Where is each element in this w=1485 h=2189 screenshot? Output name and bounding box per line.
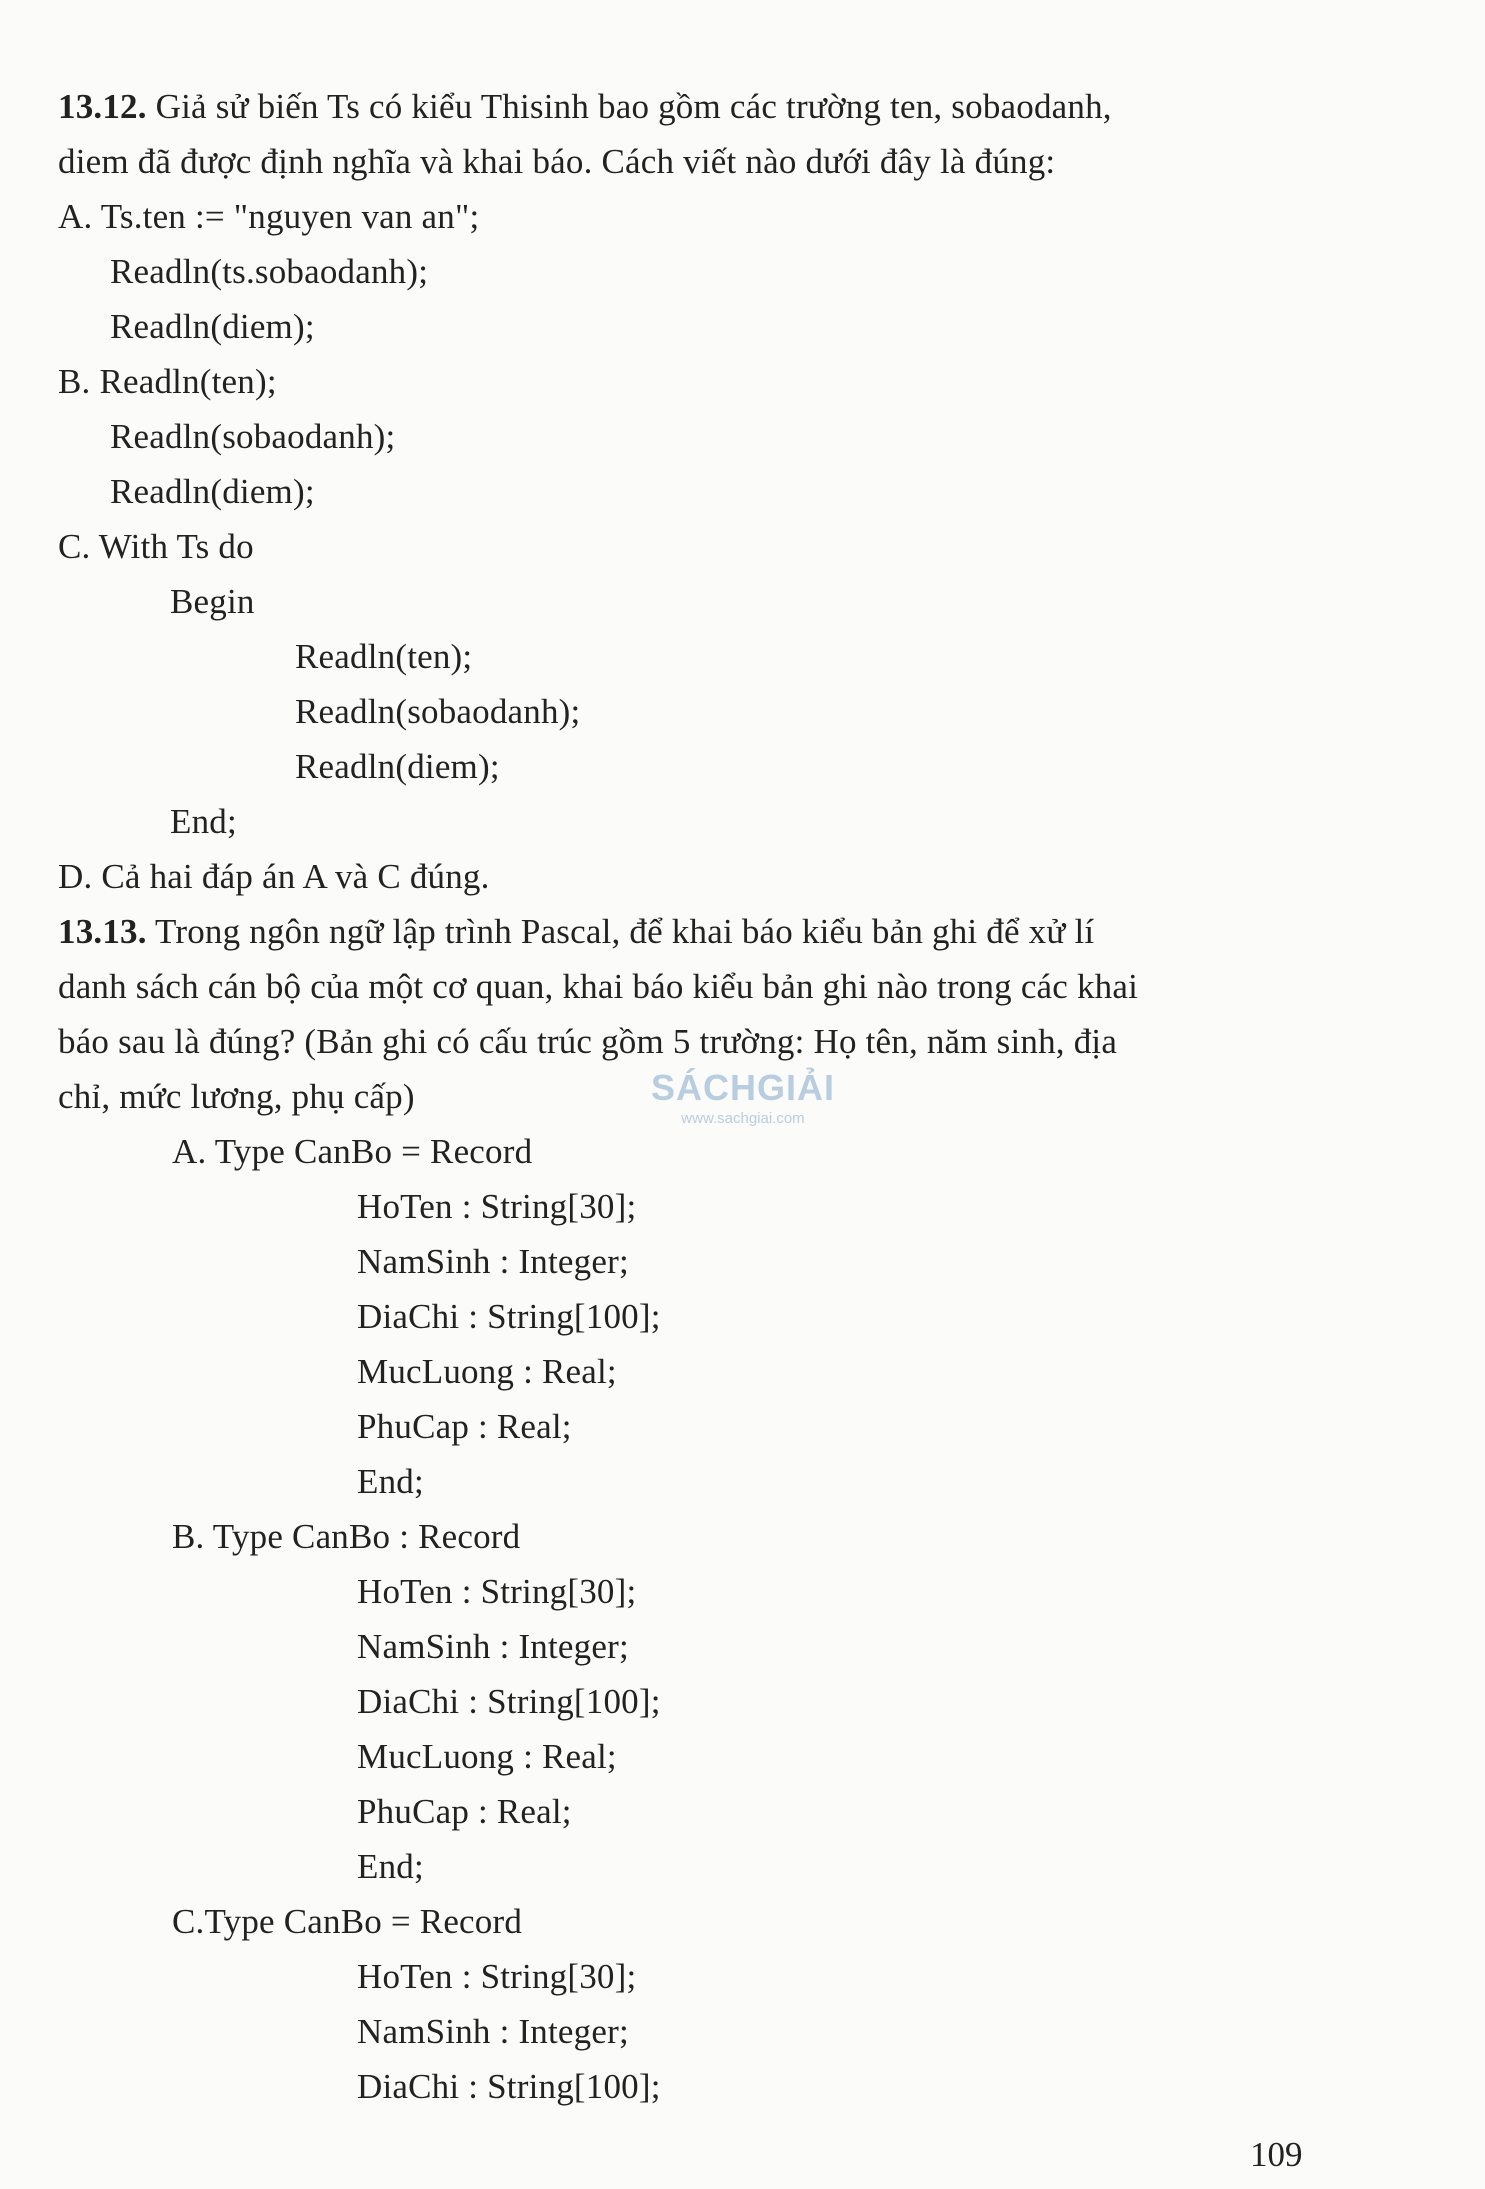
q1-option-c: C. With Ts do xyxy=(58,527,254,566)
q2-option-a-field: DiaChi : String[100]; xyxy=(357,1297,661,1336)
q2-option-a: A. Type CanBo = Record xyxy=(172,1132,533,1171)
question-13-13-line-4: chỉ, mức lương, phụ cấp) xyxy=(58,1077,415,1116)
q2-option-b-field: NamSinh : Integer; xyxy=(357,1627,629,1666)
question-13-13-line-2: danh sách cán bộ của một cơ quan, khai báo kiểu bản ghi nào trong các khai xyxy=(58,967,1139,1006)
watermark-url: www.sachgiai.com xyxy=(681,1110,805,1127)
question-number: 13.12. xyxy=(58,87,147,126)
q2-option-b-field: End; xyxy=(357,1847,424,1886)
question-number: 13.13. xyxy=(58,912,147,951)
q1-option-a-code: Readln(diem); xyxy=(110,307,315,346)
question-text: Giả sử biến Ts có kiểu Thisinh bao gồm các trường ten, sobaodanh, xyxy=(146,87,1112,126)
q1-option-d: D. Cả hai đáp án A và C đúng. xyxy=(58,857,490,896)
q2-option-c-field: DiaChi : String[100]; xyxy=(357,2067,661,2106)
question-13-12-line-1 xyxy=(58,82,1112,132)
q2-option-a-field: MucLuong : Real; xyxy=(357,1352,617,1391)
question-13-12-line-2: diem đã được định nghĩa và khai báo. Cách viết nào dưới đây là đúng: xyxy=(58,142,1056,181)
question-text: Trong ngôn ngữ lập trình Pascal, để khai báo kiểu bản ghi để xử lí xyxy=(146,912,1095,951)
q1-option-c-code: Readln(sobaodanh); xyxy=(295,692,581,731)
q2-option-a-field: NamSinh : Integer; xyxy=(357,1242,629,1281)
q2-option-c-field: NamSinh : Integer; xyxy=(357,2012,629,2051)
q2-option-a-field: PhuCap : Real; xyxy=(357,1407,572,1446)
q1-option-c-code: End; xyxy=(170,802,237,841)
q1-option-b-code: Readln(diem); xyxy=(110,472,315,511)
q1-option-b: B. Readln(ten); xyxy=(58,362,277,401)
q1-option-a: A. Ts.ten := "nguyen van an"; xyxy=(58,197,480,236)
q2-option-b-field: MucLuong : Real; xyxy=(357,1737,617,1776)
page-number: 109 xyxy=(1250,2135,1303,2174)
q2-option-c: C.Type CanBo = Record xyxy=(172,1902,523,1941)
watermark-logo xyxy=(648,1066,838,1128)
q1-option-c-code: Readln(diem); xyxy=(295,747,500,786)
q2-option-b-field: HoTen : String[30]; xyxy=(357,1572,637,1611)
q1-option-a-code: Readln(ts.sobaodanh); xyxy=(110,252,429,291)
q2-option-b-field: DiaChi : String[100]; xyxy=(357,1682,661,1721)
q2-option-b: B. Type CanBo : Record xyxy=(172,1517,521,1556)
q1-option-b-code: Readln(sobaodanh); xyxy=(110,417,396,456)
question-13-13-line-3: báo sau là đúng? (Bản ghi có cấu trúc gồm 5 trường: Họ tên, năm sinh, địa xyxy=(58,1022,1118,1061)
q2-option-c-field: HoTen : String[30]; xyxy=(357,1957,637,1996)
q2-option-b-field: PhuCap : Real; xyxy=(357,1792,572,1831)
q2-option-a-field: End; xyxy=(357,1462,424,1501)
watermark-brand: SÁCHGIẢI xyxy=(650,1067,835,1108)
q2-option-a-field: HoTen : String[30]; xyxy=(357,1187,637,1226)
q1-option-c-code: Readln(ten); xyxy=(295,637,473,676)
q1-option-c-code: Begin xyxy=(170,582,255,621)
question-13-13-line-1 xyxy=(58,907,1094,957)
